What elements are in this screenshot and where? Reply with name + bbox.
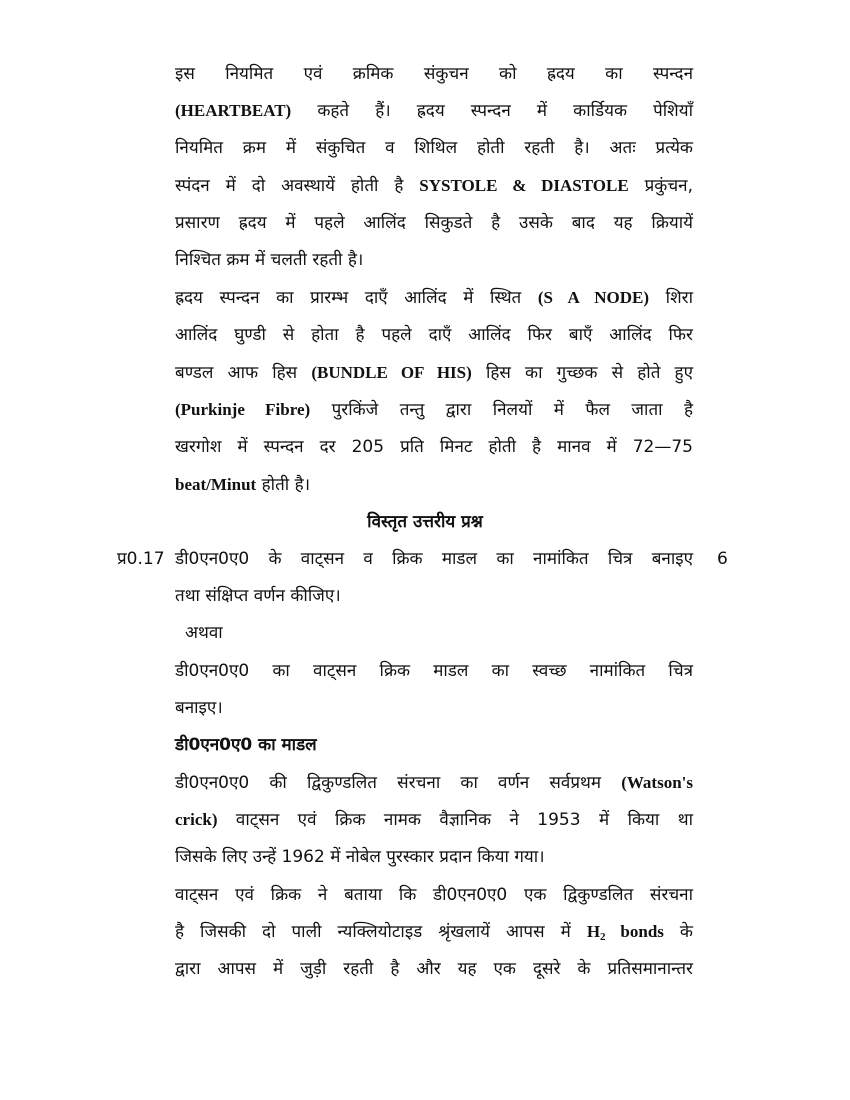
- answer-p2-line1: [175, 883, 693, 907]
- bold-term: (S A NODE): [537, 288, 650, 307]
- bold-term: crick): [175, 810, 218, 829]
- text: होती है।: [256, 475, 311, 495]
- para1-line6: [175, 248, 693, 272]
- para2-line2: [175, 323, 693, 347]
- text: के: [663, 922, 693, 942]
- text: स्पंदन में दो अवस्थायें होती है: [175, 176, 420, 196]
- question-alt-line1: [175, 659, 693, 683]
- para2-line6: [175, 473, 693, 497]
- text: आलिंद घुण्डी से होता है पहले दाएँ आलिंद फिर बाएँ आलिंद फिर: [175, 325, 693, 345]
- text: इस नियमित एवं क्रमिक संकुचन को ह्रदय का स्पन्दन: [175, 64, 693, 84]
- para2-line3: [175, 361, 693, 385]
- answer-p2-line3: [175, 957, 693, 981]
- para2-line1: [175, 286, 693, 310]
- answer-p1-line3: [175, 845, 693, 869]
- text: खरगोश में स्पन्दन दर 205 प्रति मिनट होती है मानव में 72—75: [175, 437, 693, 457]
- text: तथा संक्षिप्त वर्णन कीजिए।: [175, 586, 341, 606]
- formula-bonds: bonds: [605, 922, 664, 941]
- text: डी0एन0ए0 की द्विकुण्डलित संरचना का वर्णन सर्वप्रथम: [175, 773, 622, 793]
- question-line2: [175, 584, 693, 608]
- h2-formula: [587, 922, 664, 941]
- or-label: अथवा: [185, 623, 223, 643]
- answer-title: डी0एन0ए0 का माडल: [175, 735, 317, 755]
- text: डी0एन0ए0 के वाट्सन व क्रिक माडल का नामांकित चित्र बनाइए: [175, 549, 693, 569]
- formula-subscript: 2: [600, 931, 606, 943]
- text: वाट्सन एवं क्रिक नामक वैज्ञानिक ने 1953 में किया था: [217, 810, 693, 830]
- text: शिरा: [649, 288, 693, 308]
- bold-term: (BUNDLE OF HIS): [311, 363, 472, 382]
- text: द्वारा आपस में जुड़ी रहती है और यह एक दूसरे के प्रतिसमानान्तर: [175, 959, 693, 979]
- text: वाट्सन एवं क्रिक ने बताया कि डी0एन0ए0 एक द्विकुण्डलित संरचना: [175, 885, 693, 905]
- question-line1: [175, 547, 693, 571]
- text: प्रसारण ह्रदय में पहले आलिंद सिकुडते है उसके बाद यह क्रियायें: [175, 213, 693, 233]
- formula-h: H: [586, 922, 601, 941]
- text: है जिसकी दो पाली न्यक्लियोटाइड श्रृंखलायें आपस में: [175, 922, 587, 942]
- text: प्रकुंचन,: [628, 176, 693, 196]
- text: ह्रदय स्पन्दन का प्रारम्भ दाएँ आलिंद में स्थित: [175, 288, 538, 308]
- answer-p1-line1: [175, 771, 693, 795]
- para1-line1: [175, 62, 693, 86]
- para2-line4: [175, 398, 693, 422]
- answer-p1-line2: [175, 808, 693, 832]
- bold-term: (Watson's: [621, 773, 693, 792]
- text: डी0एन0ए0 का वाट्सन क्रिक माडल का स्वच्छ नामांकित चित्र: [175, 661, 693, 681]
- bold-term: (Purkinje Fibre): [175, 400, 311, 419]
- text: पुरकिंजे तन्तु द्वारा निलयों में फैल जाता है: [310, 400, 693, 420]
- text: बण्डल आफ हिस: [175, 363, 312, 383]
- text: हिस का गुच्छक से होते हुए: [471, 363, 693, 383]
- question-number: प्र0.17: [117, 549, 165, 569]
- text: नियमित क्रम में संकुचित व शिथिल होती रहती है। अतः प्रत्येक: [175, 138, 693, 158]
- bold-term: beat/Minut: [175, 475, 257, 494]
- text: बनाइए।: [175, 698, 223, 718]
- text: जिसके लिए उन्हें 1962 में नोबेल पुरस्कार प्रदान किया गया।: [175, 847, 545, 867]
- question-alt-line2: [175, 696, 693, 720]
- para1-line4: [175, 174, 693, 198]
- answer-p2-line2: [175, 920, 693, 949]
- para1-line5: [175, 211, 693, 235]
- para1-line3: [175, 136, 693, 160]
- para1-line2: [175, 99, 693, 123]
- para2-line5: [175, 435, 693, 459]
- text: निश्चित क्रम में चलती रहती है।: [175, 250, 364, 270]
- section-heading: विस्तृत उत्तरीय प्रश्न: [367, 512, 483, 532]
- text: कहते हैं। ह्रदय स्पन्दन में कार्डियक पेशियाँ: [291, 101, 693, 121]
- bold-term: SYSTOLE & DIASTOLE: [419, 176, 629, 195]
- question-marks: 6: [717, 549, 728, 569]
- bold-term: (HEARTBEAT): [175, 101, 292, 120]
